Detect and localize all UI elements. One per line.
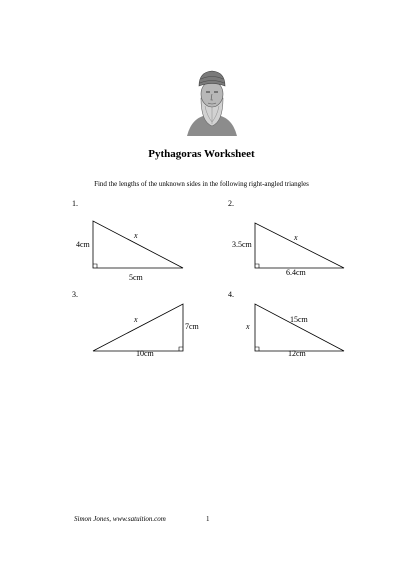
question-2-side-label: 3.5cm: [232, 240, 252, 249]
question-3-base-label: 10cm: [136, 349, 154, 358]
question-1-side-label: 4cm: [76, 240, 90, 249]
footer-author: Simon Jones, www.satuition.com: [74, 515, 166, 523]
question-4-hypotenuse-label: 15cm: [290, 315, 308, 324]
question-2-number: 2.: [228, 199, 234, 208]
question-1-base-label: 5cm: [129, 273, 143, 282]
worksheet-title: Pythagoras Worksheet: [148, 148, 255, 160]
question-3-hypotenuse-label: x: [134, 315, 138, 324]
question-3-side-label: 7cm: [185, 322, 199, 331]
question-4-number: 4.: [228, 290, 234, 299]
question-3-number: 3.: [72, 290, 78, 299]
instruction-text: Find the lengths of the unknown sides in the following right-angled triangles: [94, 180, 309, 188]
question-1-hypotenuse-label: x: [134, 231, 138, 240]
question-1-number: 1.: [72, 199, 78, 208]
page-number: 1: [206, 515, 210, 523]
question-2-base-label: 6.4cm: [286, 268, 306, 277]
question-4-side-label: x: [246, 322, 250, 331]
question-2-hypotenuse-label: x: [294, 233, 298, 242]
question-4-base-label: 12cm: [288, 349, 306, 358]
